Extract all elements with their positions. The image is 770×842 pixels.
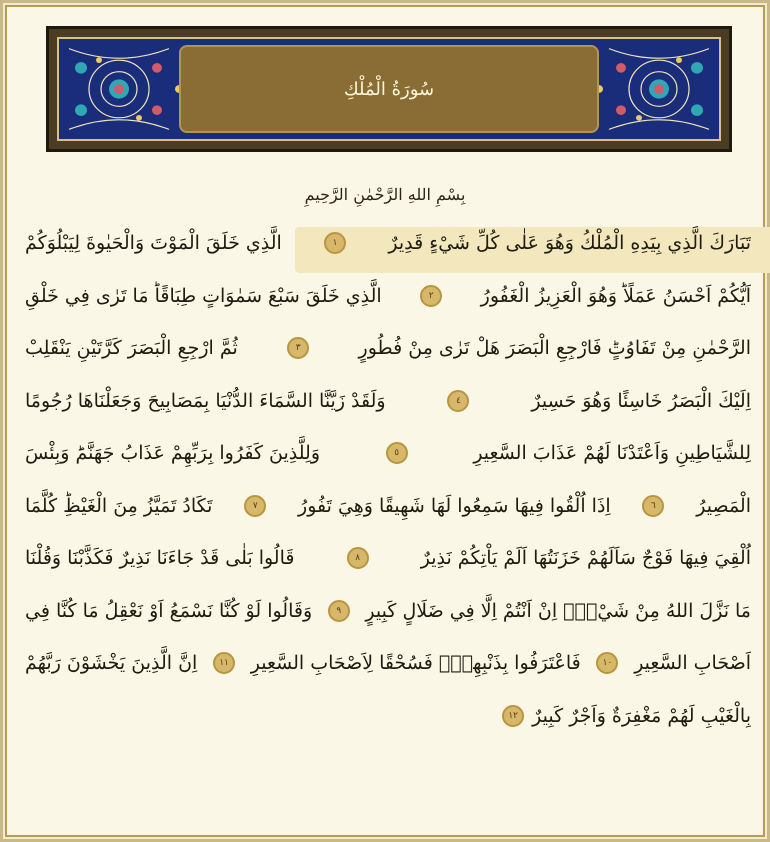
verse-text[interactable]: فَاعْتَرَفُوا بِذَنْبِهِمْۚ فَسُحْقًا لِاَصْحَابِ السَّعِيرِ xyxy=(250,652,581,675)
verse-text[interactable]: اَصْحَابِ السَّعِيرِ xyxy=(634,652,751,675)
ayah-number-marker[interactable]: ٨ xyxy=(347,547,369,569)
ayah-number-marker[interactable]: ٩ xyxy=(328,600,350,622)
surah-title: سُورَةُ الْمُلْكِ xyxy=(343,78,435,100)
verse-text[interactable]: الْمَصِيرُ xyxy=(696,494,751,517)
verse-text[interactable]: اِذَا اُلْقُوا فِيهَا سَمِعُوا لَهَا شَهِيقًا وَهِيَ تَفُورُ xyxy=(298,494,611,517)
text-line xyxy=(25,637,751,690)
surah-header-banner xyxy=(46,26,732,152)
text-line xyxy=(25,480,751,533)
banner-inner xyxy=(57,37,721,141)
verse-lines xyxy=(25,217,751,742)
verse-text[interactable]: لِلشَّيَاطِينِ وَاَعْتَدْنَا لَهُمْ عَذَابَ السَّعِيرِ xyxy=(473,442,751,465)
verse-text[interactable]: الرَّحْمٰنِ مِنْ تَفَاوُتٍؕ فَارْجِعِ الْبَصَرَ هَلْ تَرٰى مِنْ فُطُورٍ xyxy=(358,337,751,360)
ayah-number-marker[interactable]: ٦ xyxy=(642,495,664,517)
verse-text[interactable]: اُلْقِيَ فِيهَا فَوْجٌ سَاَلَهُمْ خَزَنَتُهَا اَلَمْ يَاْتِكُمْ نَذِيرٌ xyxy=(420,547,751,570)
ayah-number-marker[interactable]: ٧ xyxy=(244,495,266,517)
ayah-number-marker[interactable]: ١٠ xyxy=(596,652,618,674)
verse-text[interactable]: اِنَّ الَّذِينَ يَخْشَوْنَ رَبَّهُمْ xyxy=(25,652,198,675)
text-line xyxy=(25,690,751,743)
verse-text[interactable]: مَا نَزَّلَ اللهُ مِنْ شَيْءٍۚ اِنْ اَنْتُمْ اِلَّا فِي ضَلَالٍ كَبِيرٍ xyxy=(365,599,751,622)
text-line xyxy=(25,427,751,480)
verse-text[interactable]: وَلَقَدْ زَيَّنَّا السَّمَاءَ الدُّنْيَا بِمَصَابِيحَ وَجَعَلْنَاهَا رُجُومًا xyxy=(25,389,386,412)
text-line xyxy=(25,322,751,375)
ayah-number-marker[interactable]: ١ xyxy=(324,232,346,254)
verse-text[interactable]: وَقَالُوا لَوْ كُنَّا نَسْمَعُ اَوْ نَعْقِلُ مَا كُنَّا فِي xyxy=(25,599,313,622)
verse-text[interactable]: اِلَيْكَ الْبَصَرُ خَاسِئًا وَهُوَ حَسِيرٌ xyxy=(531,389,751,412)
ayah-number-marker[interactable]: ١١ xyxy=(213,652,235,674)
basmala: بِسْمِ اللهِ الرَّحْمٰنِ الرَّحِيمِ xyxy=(304,185,466,204)
ayah-number-marker[interactable]: ٥ xyxy=(386,442,408,464)
text-line xyxy=(25,270,751,323)
text-line xyxy=(25,375,751,428)
verse-text[interactable]: ثُمَّ ارْجِعِ الْبَصَرَ كَرَّتَيْنِ يَنْقَلِبْ xyxy=(25,337,238,360)
verse-text[interactable]: تَبَارَكَ الَّذِي بِيَدِهِ الْمُلْكُ وَهُوَ عَلٰى كُلِّ شَيْءٍ قَدِيرٌ xyxy=(388,232,751,255)
ayah-number-marker[interactable]: ٢ xyxy=(420,285,442,307)
text-line xyxy=(25,585,751,638)
verse-text[interactable]: بِالْغَيْبِ لَهُمْ مَغْفِرَةٌ وَاَجْرٌ كَبِيرٌ xyxy=(532,704,751,727)
ayah-number-marker[interactable]: ٣ xyxy=(287,337,309,359)
text-line xyxy=(25,217,751,270)
surah-title-panel xyxy=(179,45,599,133)
verse-text[interactable]: وَلِلَّذِينَ كَفَرُوا بِرَبِّهِمْ عَذَابُ جَهَنَّمَؕ وَبِئْسَ xyxy=(25,442,321,465)
verse-text[interactable]: الَّذِي خَلَقَ الْمَوْتَ وَالْحَيٰوةَ لِيَبْلُوَكُمْ xyxy=(25,232,282,255)
text-line xyxy=(25,532,751,585)
verse-text[interactable]: الَّذِي خَلَقَ سَبْعَ سَمٰوَاتٍ طِبَاقًاؕ مَا تَرٰى فِي خَلْقِ xyxy=(25,284,382,307)
verse-text[interactable]: قَالُوا بَلٰى قَدْ جَاءَنَا نَذِيرٌ فَكَذَّبْنَا وَقُلْنَا xyxy=(25,547,295,570)
ayah-number-marker[interactable]: ١٢ xyxy=(502,705,524,727)
verse-text[interactable]: تَكَادُ تَمَيَّزُ مِنَ الْغَيْظِؕ كُلَّمَا xyxy=(25,494,213,517)
verse-text[interactable]: اَيُّكُمْ اَحْسَنُ عَمَلًاؕ وَهُوَ الْعَزِيزُ الْغَفُورُ xyxy=(480,284,751,307)
ayah-number-marker[interactable]: ٤ xyxy=(447,390,469,412)
